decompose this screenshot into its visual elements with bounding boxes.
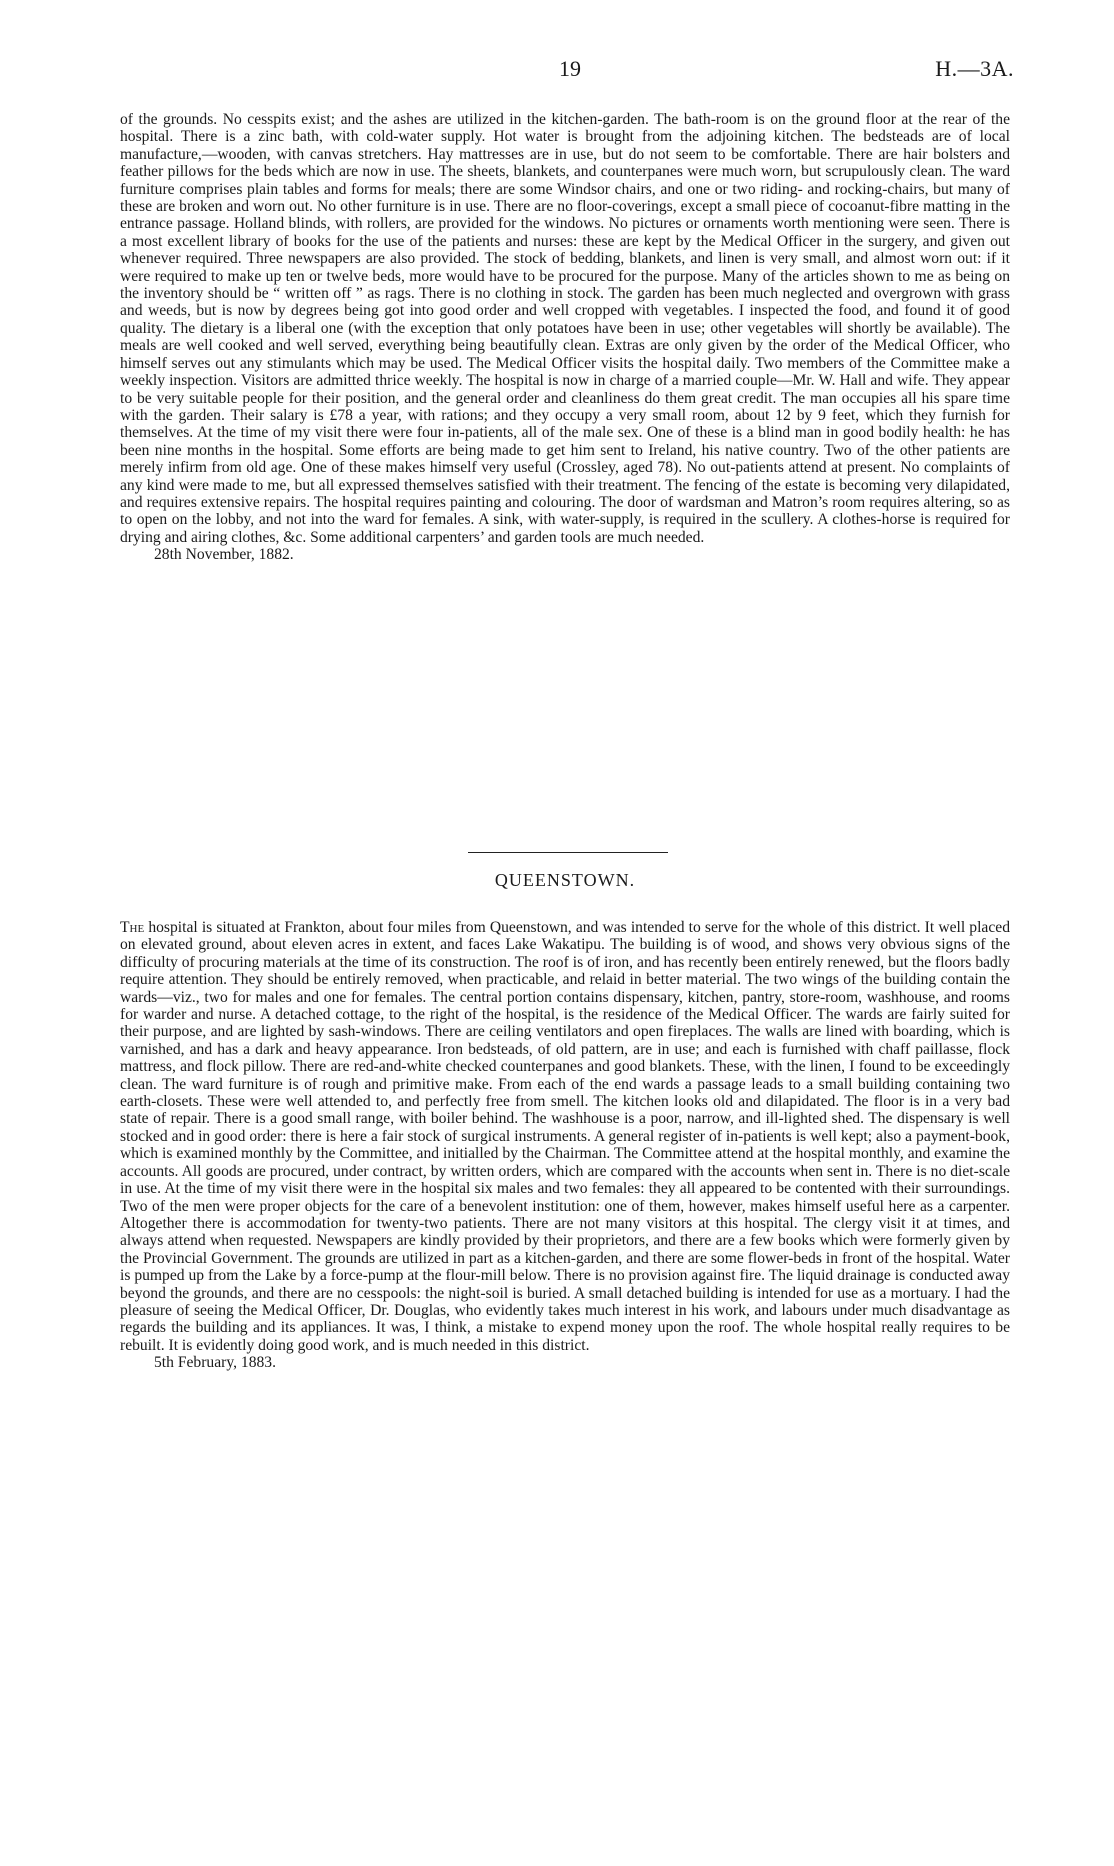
lead-word: The	[120, 919, 145, 936]
document-reference: H.—3A.	[935, 56, 1014, 81]
report-date: 5th February, 1883.	[154, 1354, 276, 1372]
report-paragraph: of the grounds. No cesspits exist; and the ashes are utilized in the kitchen-garden. The bath-room is on the ground floor at the rear of the hospital. There is a zinc bath, with cold-water supply. Hot water is brought from the adjoining kitchen. The bedsteads are of local manufacture,—wooden, with canvas stretchers. Hay mattresses are in use, but do not seem to be comfortable. There are hair bolsters and feather pillows for the beds which are now in use. The sheets, blankets, and counterpanes were much worn, but scrupulously clean. The ward furniture comprises plain tables and forms for meals; there are some Windsor chairs, and one or two riding- and rocking-chairs, but many of these are broken and worn out. No other furniture is in use. There are no floor-coverings, except a small piece of cocoanut-fibre matting in the entrance passage. Holland blinds, with rollers, are provided for the windows. No pictures or ornaments worth mentioning were seen. There is a most excellent library of books for the use of the patients and nurses: these are kept by the Medical Officer in the surgery, and given out whenever required. Three newspapers are also provided. The stock of bedding, blankets, and linen is very small, and almost worn out: if it were required to make up ten or twelve beds, more would have to be procured for the purpose. Many of the articles shown to me as being on the inventory should be “ written off ” as rags. There is no clothing in stock. The garden has been much neglected and overgrown with grass and weeds, but is now by degrees being got into good order and well cropped with vegetables. I inspected the food, and found it of good quality. The dietary is a liberal one (with the exception that only potatoes have been in use; other vegetables will shortly be available). The meals are well cooked and well served, everything being beautifully clean. Extras are only given by the order of the Medical Officer, who himself serves out any stimulants which may be used. The Medical Officer visits the hospital daily. Two members of the Committee make a weekly inspection. Visitors are admitted thrice weekly. The hospital is now in charge of a married couple—Mr. W. Hall and wife. They appear to be very suitable people for their position, and the general order and cleanliness do them great credit. The man occupies all his spare time with the garden. Their salary is £78 a year, with rations; and they occupy a very small room, about 12 by 9 feet, which they furnish for themselves. At the time of my visit there were four in-patients, all of the male sex. One of these is a blind man in good bodily health: he has been nine months in the hospital. Some efforts are being made to get him sent to Ireland, his native country. Two of the other patients are merely infirm from old age. One of these makes himself very useful (Crossley, aged 78). No out-patients attend at present. No complaints of any kind were made to me, but all expressed themselves satisfied with their treatment. The fencing of the estate is becoming very dilapidated, and requires extensive repairs. The hospital requires painting and colouring. The door of wardsman and Matron’s room requires altering, so as to open on the lobby, and not into the ward for females. A sink, with water-supply, is required in the scullery. A clothes-horse is required for drying and airing clothes, &c. Some additional carpenters’ and garden tools are much needed.	[120, 111, 1010, 546]
report-continuation	[120, 111, 1010, 564]
page-number: 19	[559, 56, 581, 81]
report-paragraph	[120, 919, 1010, 1354]
section-heading: QUEENSTOWN.	[494, 870, 636, 890]
section-divider	[468, 852, 668, 853]
report-date: 28th November, 1882.	[154, 546, 294, 564]
queenstown-report	[120, 919, 1010, 1372]
paragraph-text: hospital is situated at Frankton, about four miles from Queenstown, and was intended to serve for the whole of this district. It well placed on elevated ground, about eleven acres in extent, and faces Lake Wakatipu. The building is of wood, and shows very obvious signs of the difficulty of procuring materials at the time of its construction. The roof is of iron, and has recently been entirely renewed, but the floors badly require attention. They should be entirely removed, when practicable, and relaid in better material. The two wings of the building contain the wards—viz., two for males and one for females. The central portion contains dispensary, kitchen, pantry, store-room, washhouse, and rooms for warder and nurse. A detached cottage, to the right of the hospital, is the residence of the Medical Officer. The wards are fairly suited for their purpose, and are lighted by sash-windows. There are ceiling ventilators and open fireplaces. The walls are lined with boarding, which is varnished, and has a dark and heavy appearance. Iron bedsteads, of old pattern, are in use; and each is furnished with chaff paillasse, flock mattress, and flock pillow. There are red-and-white checked counterpanes and good blankets. These, with the linen, I found to be exceedingly clean. The ward furniture is of rough and primitive make. From each of the end wards a passage leads to a small building containing two earth-closets. These were well attended to, and perfectly free from smell. The kitchen looks old and dilapidated. The floor is in a very bad state of repair. There is a good small range, with boiler behind. The washhouse is a poor, narrow, and ill-lighted shed. The dispensary is well stocked and in good order: there is here a fair stock of surgical instruments. A general register of in-patients is well kept; also a payment-book, which is examined monthly by the Committee, and initialled by the Chairman. The Committee attend at the hospital monthly, and examine the accounts. All goods are procured, under contract, by written orders, which are compared with the accounts when sent in. There is no diet-scale in use. At the time of my visit there were in the hospital six males and two females: they all appeared to be contented with their surroundings. Two of the men were proper objects for the care of a benevolent institution: one of them, however, makes himself useful here as a carpenter. Altogether there is accommodation for twenty-two patients. There are not many visitors at this hospital. The clergy visit it at times, and always attend when requested. Newspapers are kindly provided by their proprietors, and there are a few books which were formerly given by the Provincial Government. The grounds are utilized in part as a kitchen-garden, and there are some flower-beds in front of the hospital. Water is pumped up from the Lake by a force-pump at the flour-mill below. There is no provision against fire. The liquid drainage is conducted away beyond the grounds, and there are no cesspools: the night-soil is buried. A small detached building is intended for use as a mortuary. I had the pleasure of seeing the Medical Officer, Dr. Douglas, who evidently takes much interest in his work, and labours under much disadvantage as regards the building and its appliances. It was, I think, a mistake to expend money upon the roof. The whole hospital really requires to be rebuilt. It is evidently doing good work, and is much needed in this district.	[120, 919, 1010, 1354]
